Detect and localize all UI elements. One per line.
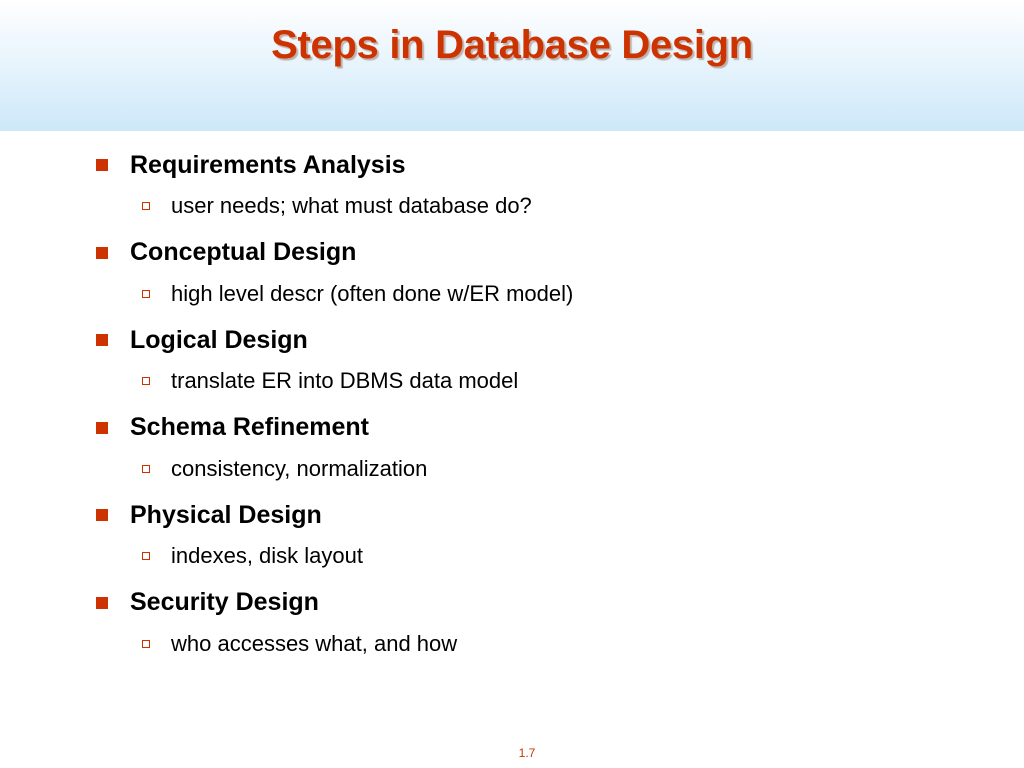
hollow-square-bullet-icon (142, 465, 150, 473)
list-item (94, 584, 974, 672)
filled-square-bullet-icon (96, 597, 108, 609)
hollow-square-bullet-icon (142, 552, 150, 560)
sub-bullet-row (142, 540, 363, 572)
step-detail: high level descr (often done w/ER model) (171, 280, 574, 306)
step-heading: Requirements Analysis (130, 150, 406, 179)
list-item (94, 146, 974, 234)
filled-square-bullet-icon (96, 422, 108, 434)
hollow-square-bullet-icon (142, 290, 150, 298)
page-number: 1.7 (518, 746, 536, 760)
filled-square-bullet-icon (96, 247, 108, 259)
step-heading: Logical Design (130, 325, 308, 354)
list-item (94, 496, 974, 584)
step-heading: Schema Refinement (130, 413, 369, 441)
step-detail: indexes, disk layout (171, 543, 363, 568)
hollow-square-bullet-icon (142, 202, 150, 210)
main-bullet-row (94, 584, 319, 622)
filled-square-bullet-icon (96, 159, 108, 171)
filled-square-bullet-icon (96, 509, 108, 521)
slide-header (0, 0, 1024, 131)
step-heading: Security Design (130, 588, 319, 616)
step-detail: consistency, normalization (171, 455, 428, 481)
sub-bullet-row (142, 628, 457, 660)
step-heading: Physical Design (130, 500, 322, 529)
list-item (94, 409, 974, 497)
main-bullet-row (94, 409, 369, 447)
hollow-square-bullet-icon (142, 640, 150, 648)
sub-bullet-row (142, 453, 427, 485)
step-detail: translate ER into DBMS data model (171, 368, 519, 393)
sub-bullet-row (142, 278, 573, 310)
main-bullet-row (94, 234, 356, 272)
filled-square-bullet-icon (96, 334, 108, 346)
hollow-square-bullet-icon (142, 377, 150, 385)
main-bullet-row (94, 321, 308, 359)
list-item (94, 234, 974, 322)
bullet-list (94, 146, 974, 671)
step-detail: user needs; what must database do? (171, 193, 532, 218)
sub-bullet-row (142, 365, 518, 397)
step-heading: Conceptual Design (130, 238, 357, 266)
slide-title: Steps in Database Design (271, 23, 753, 67)
sub-bullet-row (142, 190, 532, 222)
list-item (94, 321, 974, 409)
step-detail: who accesses what, and how (171, 630, 458, 656)
main-bullet-row (94, 496, 322, 534)
main-bullet-row (94, 146, 406, 184)
